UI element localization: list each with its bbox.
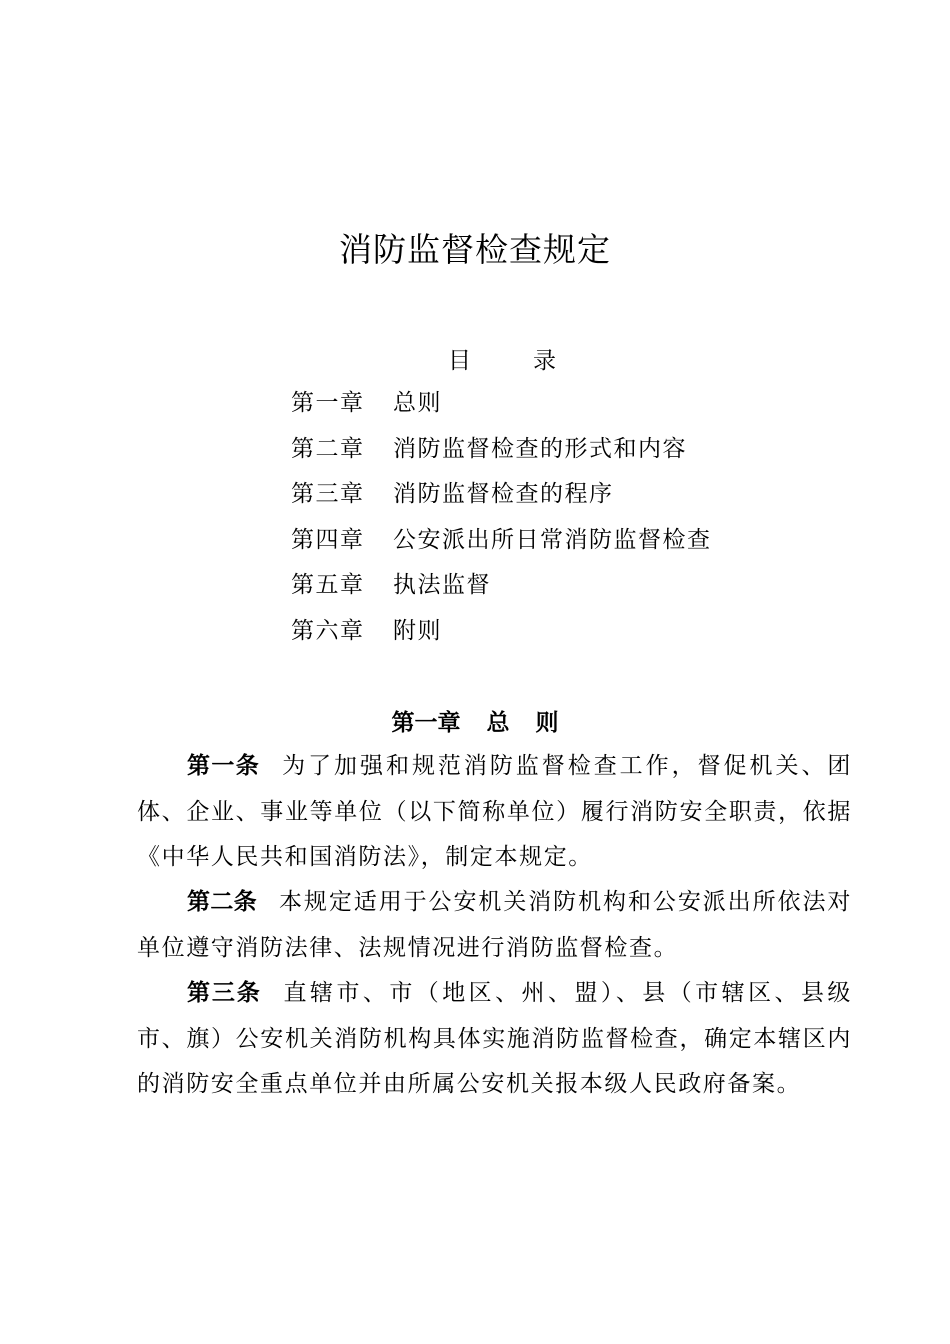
toc-heading [448,342,556,375]
chapter-1-heading [0,704,950,737]
toc-chapter-title: 总则 [393,390,442,416]
toc-chapter-title: 消防监督检查的形式和内容 [393,435,687,462]
article-2 [137,880,852,971]
toc-item-chapter-1 [291,386,712,432]
toc-chapter-title: 公安派出所日常消防监督检查 [393,526,712,553]
article-label: 第三条 [187,980,262,1006]
toc-chapter-number: 第三章 [291,481,365,507]
toc-chapter-title: 附则 [393,617,442,644]
chapter-title-char-1: 总 [486,710,510,736]
chapter-title-char-2: 则 [535,710,559,736]
toc-chapter-number: 第一章 [291,390,365,416]
toc-heading-char-2: 录 [533,348,556,374]
toc-chapter-number: 第五章 [291,572,365,598]
article-label: 第二条 [187,889,257,915]
table-of-contents [291,386,712,659]
toc-item-chapter-3 [291,477,712,523]
article-1 [137,744,852,881]
article-text: 本规定适用于公安机关消防机构和公安派出所依法对单位遵守消防法律、法规情况进行消防监督检查。 [137,889,852,961]
toc-item-chapter-5 [291,568,712,614]
toc-item-chapter-6 [291,614,712,660]
article-label: 第一条 [187,753,261,779]
toc-heading-char-1: 目 [448,348,471,374]
toc-item-chapter-2 [291,432,712,478]
toc-chapter-number: 第六章 [291,617,365,644]
chapter-number: 第一章 [391,710,461,736]
document-title: 消防监督检查规定 [339,230,611,269]
toc-chapter-title: 执法监督 [393,572,491,598]
toc-chapter-number: 第四章 [291,526,365,553]
article-text: 直辖市、市（地区、州、盟）、县（市辖区、县级市、旗）公安机关消防机构具体实施消防监督检查，确定本辖区内的消防安全重点单位并由所属公安机关报本级人民政府备案。 [137,980,853,1097]
toc-chapter-title: 消防监督检查的程序 [393,481,614,507]
toc-item-chapter-4 [291,523,712,569]
article-text: 为了加强和规范消防监督检查工作，督促机关、团体、企业、事业等单位（以下简称单位）履行消防安全职责，依据《中华人民共和国消防法》，制定本规定。 [137,753,853,870]
article-3 [137,971,852,1108]
toc-chapter-number: 第二章 [291,435,365,462]
